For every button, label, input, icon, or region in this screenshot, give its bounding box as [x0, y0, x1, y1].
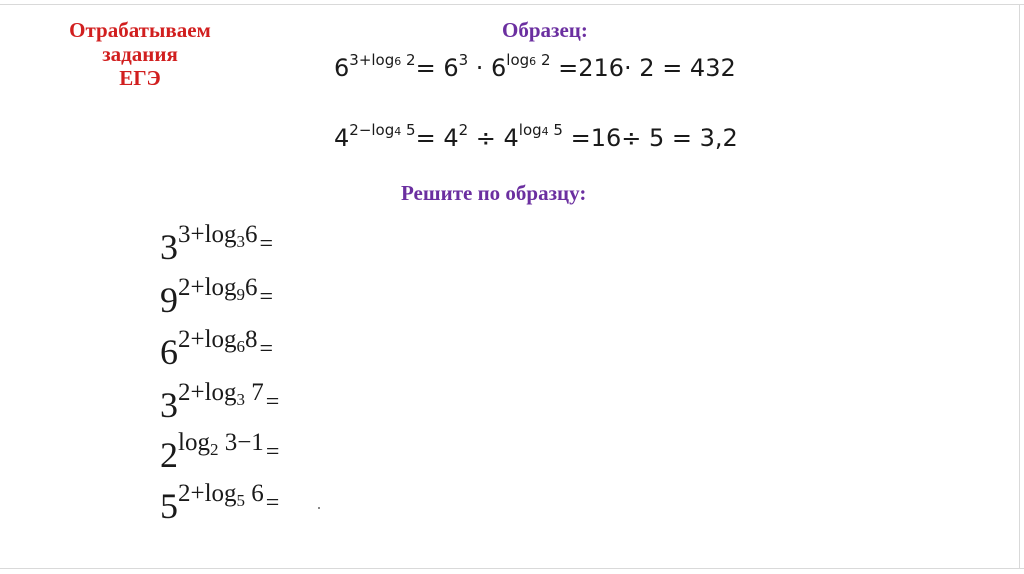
slide-bottom-border: [0, 568, 1024, 569]
sample-equation-2: [334, 121, 738, 152]
task-expression-5: $2^{log_2 3-1=}$: [160, 429, 280, 475]
sample-title: Образец:: [502, 18, 588, 42]
slide-label-line3: ЕГЭ: [119, 66, 161, 90]
sample1-base: 6: [334, 54, 350, 82]
slide-right-border: [1019, 4, 1020, 569]
sample1-mid1-exponent: 3: [458, 51, 469, 69]
slide-label-line1: Отрабатываем: [69, 18, 211, 42]
sample-equation-1: [334, 51, 736, 82]
task-expression-4: $3^{2+log_3 7=}$: [160, 379, 280, 425]
sample2-mid2: ÷ 4: [468, 124, 519, 152]
task-expression-1: $3^{3+log_36=}$: [160, 221, 274, 267]
sample1-mid2-exponent: log6 2: [506, 51, 551, 69]
sample1-mid2: · 6: [468, 54, 507, 82]
slide-label: [40, 18, 240, 90]
task-expression-3: $6^{2+log_68=}$: [160, 326, 274, 372]
task-expression-2: $9^{2+log_96=}$: [160, 274, 274, 320]
sample2-mid2-exponent: log4 5: [518, 121, 563, 139]
sample2-exponent: 2−log4 5: [349, 121, 416, 139]
task-expression-6: $5^{2+log_5 6=}$: [160, 480, 280, 526]
slide-top-border: [0, 4, 1024, 5]
sample2-mid1-exponent: 2: [458, 121, 469, 139]
sample1-result: =216· 2 = 432: [550, 54, 736, 82]
stray-dot: [318, 507, 320, 509]
sample2-result: =16÷ 5 = 3,2: [562, 124, 738, 152]
sample2-mid1: = 4: [415, 124, 459, 152]
sample1-mid1: = 6: [415, 54, 459, 82]
slide-label-line2: задания: [102, 42, 178, 66]
solve-title: Решите по образцу:: [401, 181, 587, 205]
sample1-exponent: 3+log6 2: [349, 51, 416, 69]
sample2-base: 4: [334, 124, 350, 152]
